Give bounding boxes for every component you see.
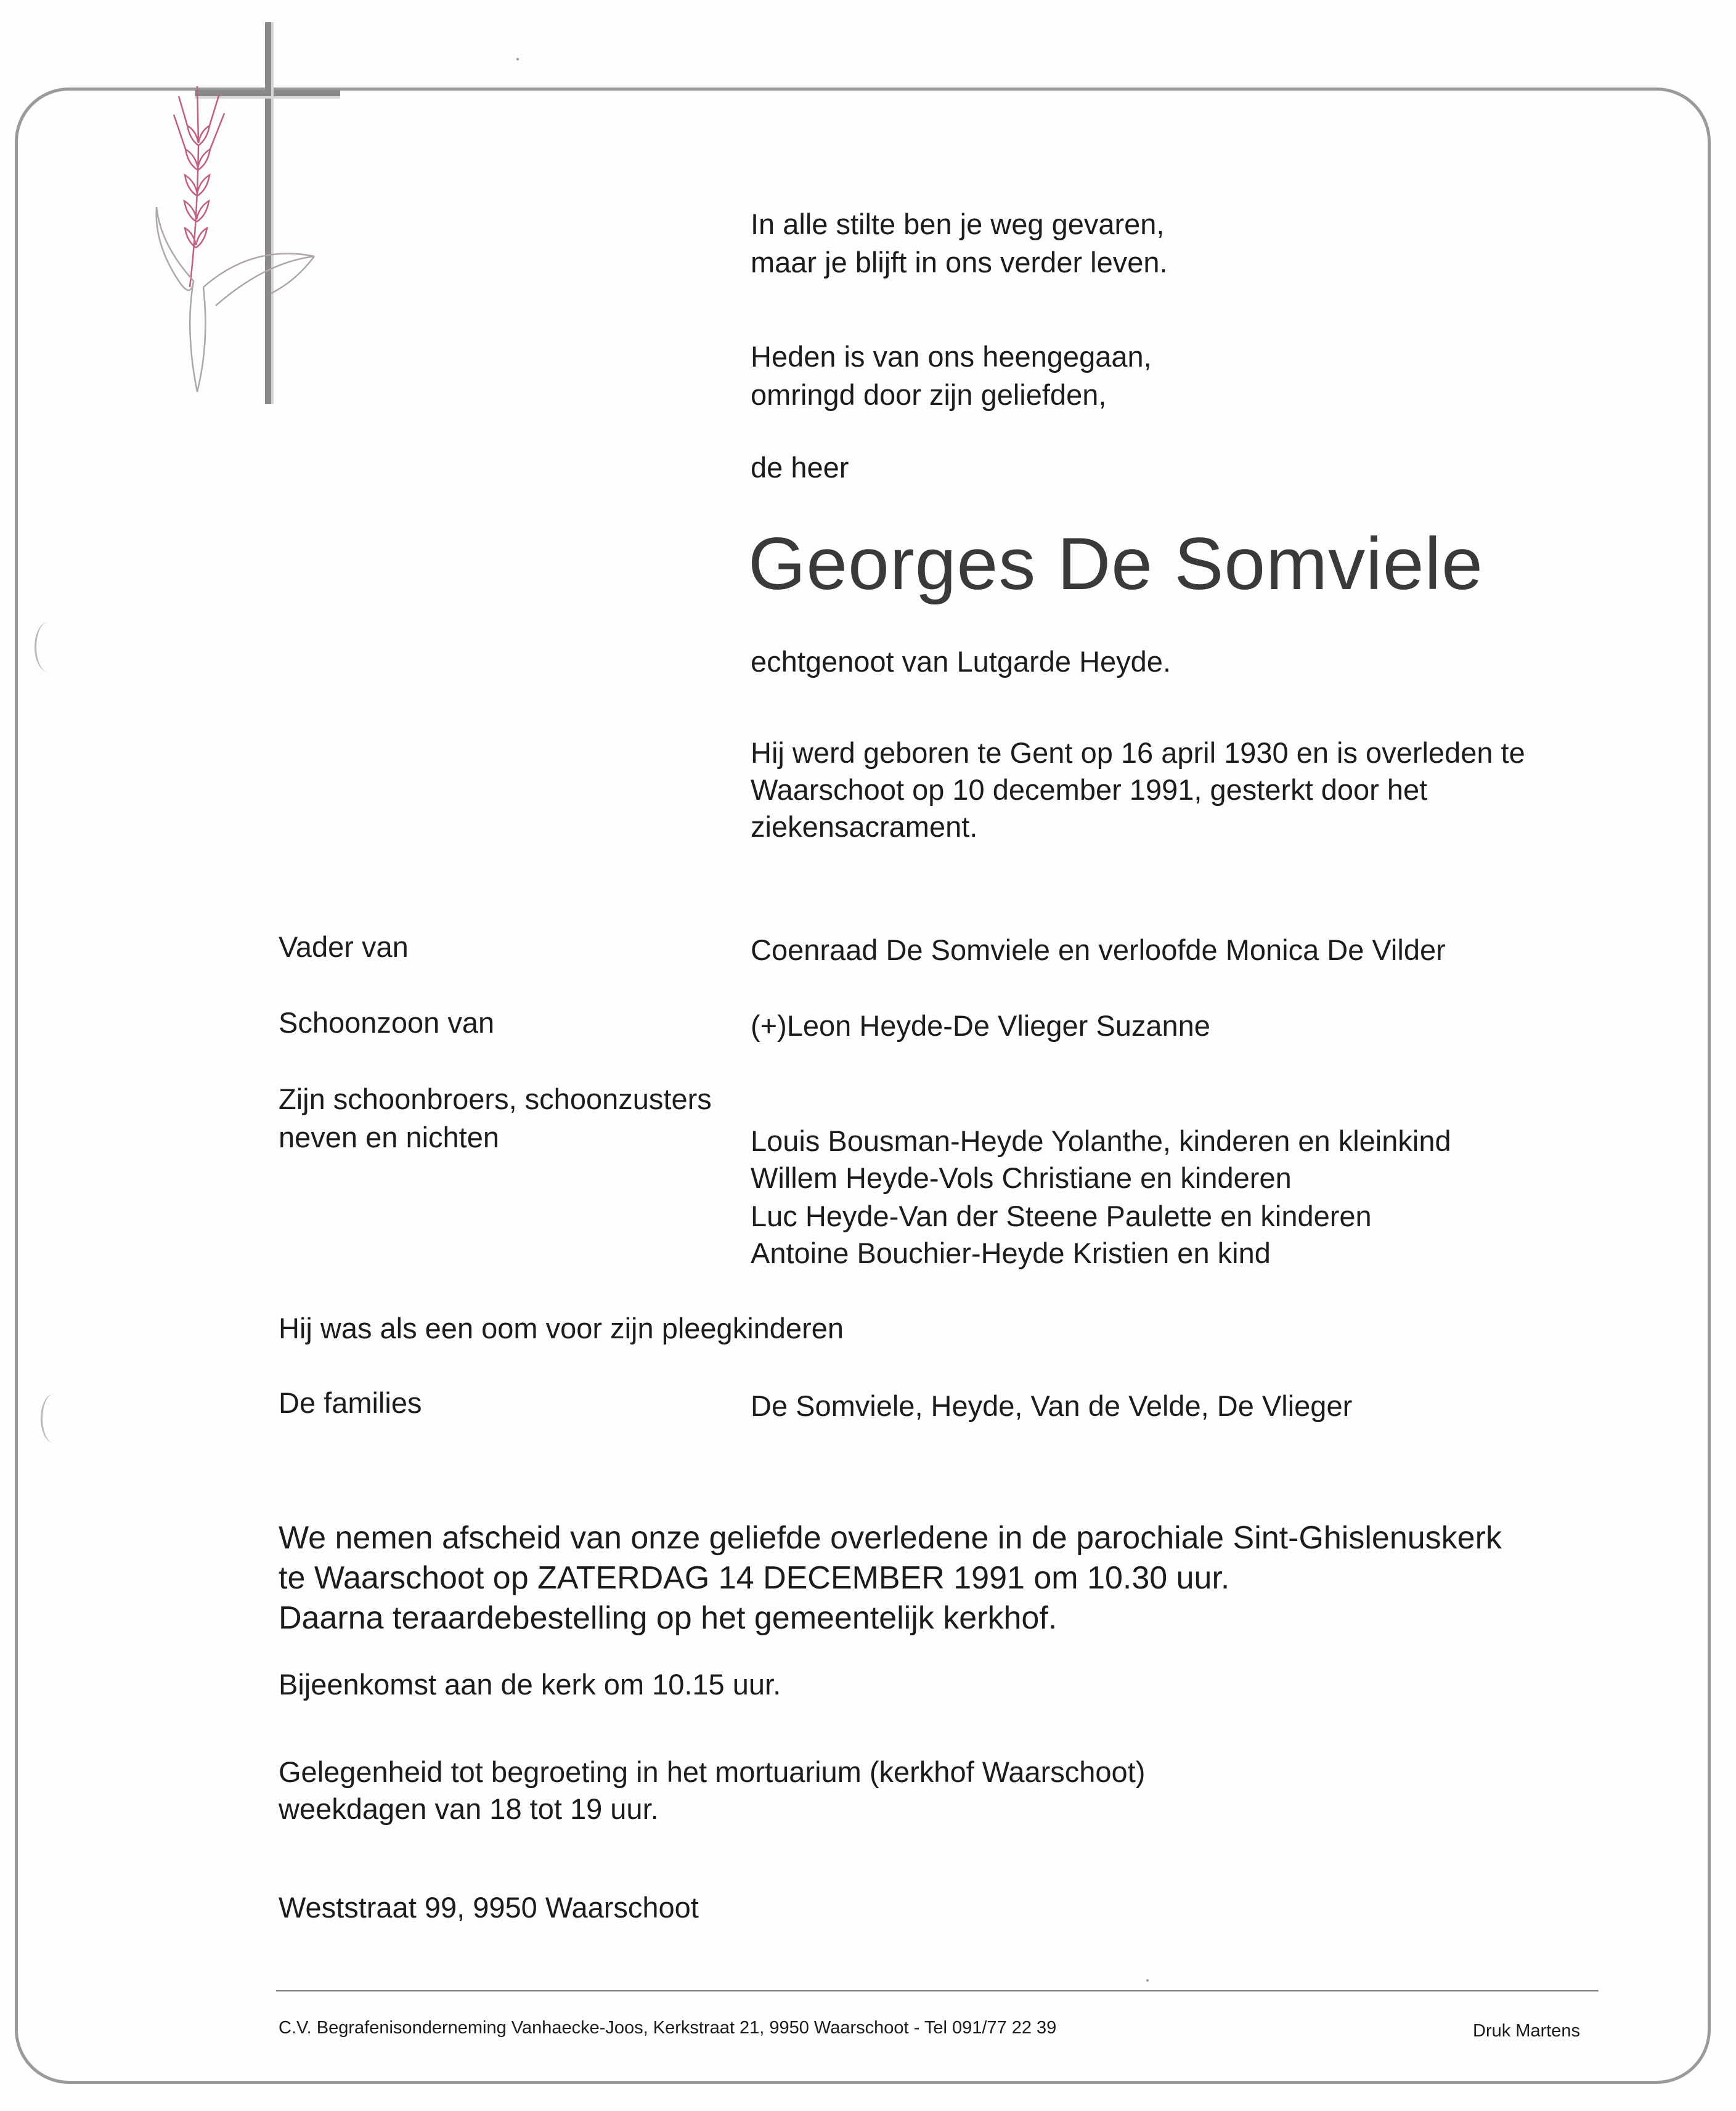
soninlaw-label: Schoonzoon van (279, 1006, 495, 1039)
gathering-line: Bijeenkomst aan de kerk om 10.15 uur. (279, 1668, 781, 1701)
visit-line-2: weekdagen van 18 tot 19 uur. (279, 1792, 659, 1825)
home-address: Weststraat 99, 9950 Waarschoot (279, 1891, 699, 1924)
bio-line-1: Hij werd geboren te Gent op 16 april 1930 en is overleden te (751, 736, 1525, 769)
spouse-line: echtgenoot van Lutgarde Heyde. (751, 645, 1172, 678)
intro-line-1: Heden is van ons heengegaan, (751, 340, 1152, 373)
families-label: De families (279, 1386, 422, 1419)
soninlaw-value: (+)Leon Heyde-De Vlieger Suzanne (751, 1009, 1210, 1042)
verse-line-1: In alle stilte ben je weg gevaren, (751, 208, 1165, 240)
bio-line-2: Waarschoot op 10 december 1991, gesterkt door het (751, 773, 1428, 806)
cross-vertical-beam (265, 22, 271, 404)
wheat-icon (174, 86, 224, 287)
ribbon-icon (157, 207, 314, 392)
cross-wheat-emblem (111, 22, 357, 417)
service-line-3: Daarna teraardebestelling op het gemeentelijk kerkhof. (279, 1600, 1057, 1636)
families-value: De Somviele, Heyde, Van de Velde, De Vlieger (751, 1389, 1353, 1422)
father-label: Vader van (279, 930, 409, 963)
footer-divider (276, 1990, 1599, 1991)
scan-speck (516, 58, 519, 60)
cross-horizontal-beam (195, 90, 340, 96)
bio-line-3: ziekensacrament. (751, 810, 978, 843)
deceased-name: Georges De Somviele (748, 523, 1483, 605)
inlaw-entry: Louis Bousman-Heyde Yolanthe, kinderen en kleinkind (751, 1125, 1451, 1157)
punch-hole-mark (35, 622, 61, 672)
scan-speck (1146, 1979, 1149, 1982)
inlaw-entry: Willem Heyde-Vols Christiane en kinderen (751, 1161, 1292, 1194)
title-prefix: de heer (751, 451, 849, 484)
service-line-2: te Waarschoot op ZATERDAG 14 DECEMBER 1991 om 10.30 uur. (279, 1560, 1230, 1596)
verse-line-2: maar je blijft in ons verder leven. (751, 246, 1168, 279)
visit-line-1: Gelegenheid tot begroeting in het mortuarium (kerkhof Waarschoot) (279, 1755, 1146, 1788)
foster-line: Hij was als een oom voor zijn pleegkinderen (279, 1312, 844, 1344)
intro-line-2: omringd door zijn geliefden, (751, 378, 1107, 411)
printer-credit: Druk Martens (1473, 2021, 1581, 2041)
service-line-1: We nemen afscheid van onze geliefde overledene in de parochiale Sint-Ghislenuskerk (279, 1520, 1502, 1556)
inlaws-label-2: neven en nichten (279, 1121, 500, 1153)
inlaws-label-1: Zijn schoonbroers, schoonzusters (279, 1083, 712, 1115)
father-value: Coenraad De Somviele en verloofde Monica De Vilder (751, 933, 1446, 966)
punch-hole-mark (41, 1394, 67, 1443)
inlaw-entry: Antoine Bouchier-Heyde Kristien en kind (751, 1237, 1271, 1269)
inlaw-entry: Luc Heyde-Van der Steene Paulette en kinderen (751, 1200, 1372, 1232)
undertaker-credit: C.V. Begrafenisonderneming Vanhaecke-Joos, Kerkstraat 21, 9950 Waarschoot - Tel 091/77 22 39 (279, 2018, 1057, 2038)
